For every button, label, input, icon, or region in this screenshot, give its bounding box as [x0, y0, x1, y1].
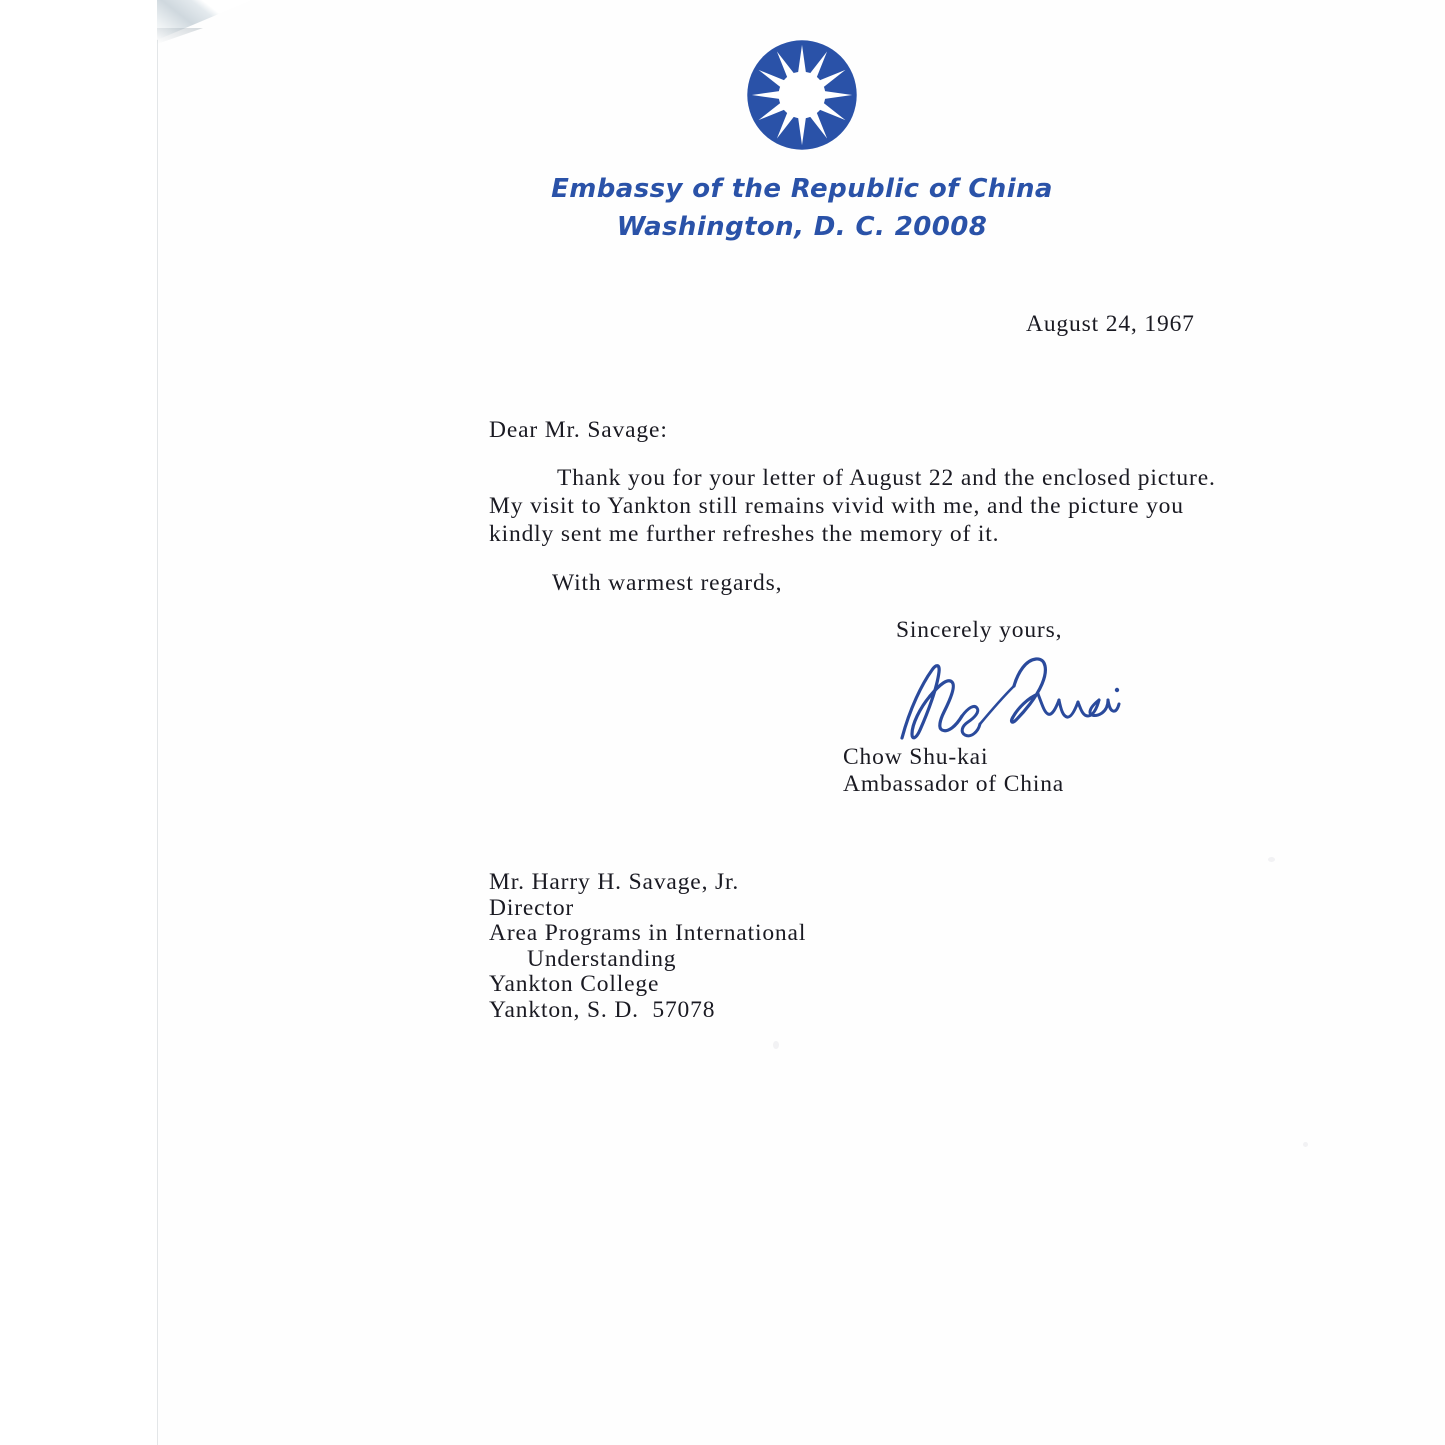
signature-container — [894, 650, 1122, 742]
scan-speckle — [1268, 857, 1275, 862]
letter-regards: With warmest regards, — [552, 570, 783, 596]
inside-address — [489, 870, 806, 1023]
letterhead-location: Washington, D. C. 20008 — [616, 212, 988, 242]
address-line: Area Programs in International — [489, 920, 807, 946]
letterhead-organization: Embassy of the Republic of China — [551, 174, 1053, 204]
page-outer-margin — [0, 0, 157, 1445]
letter-paper-sheet — [157, 0, 1445, 1445]
letter-date: August 24, 1967 — [1026, 311, 1195, 337]
scan-speckle — [773, 1041, 779, 1049]
signer-title: Ambassador of China — [843, 771, 1065, 797]
address-line: Mr. Harry H. Savage, Jr. — [489, 869, 740, 895]
scan-speckle — [1303, 1142, 1308, 1147]
roc-sun-emblem-icon — [745, 38, 859, 152]
address-line: Yankton College — [489, 971, 660, 997]
signature-block — [843, 744, 1064, 798]
address-line: Director — [489, 894, 575, 921]
letterhead — [158, 0, 1445, 242]
body-line: Thank you for your letter of August 22 and the enclosed picture. — [557, 465, 1216, 491]
address-line: Yankton, S. D. 57078 — [489, 996, 716, 1023]
body-line: My visit to Yankton still remains vivid with me, and the picture you — [489, 493, 1184, 519]
letter-body — [489, 464, 1216, 548]
letter-salutation: Dear Mr. Savage: — [489, 417, 668, 443]
signer-name: Chow Shu-kai — [843, 744, 989, 770]
emblem-container — [158, 38, 1445, 152]
handwritten-signature-icon — [894, 650, 1122, 742]
body-line: kindly sent me further refreshes the memory of it. — [489, 521, 1000, 547]
address-line: Understanding — [527, 945, 677, 972]
letter-closing: Sincerely yours, — [896, 617, 1063, 643]
